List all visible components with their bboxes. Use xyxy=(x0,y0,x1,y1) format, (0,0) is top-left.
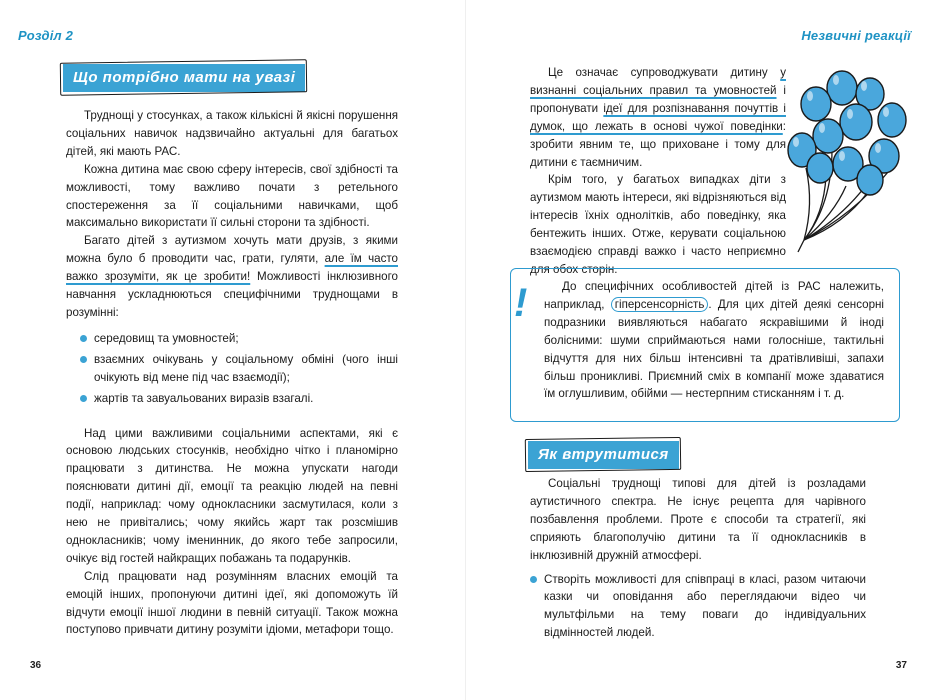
paragraph: Над цими важливими соціальними аспектами, які є основою людських стосунків, необхідно чітко і планомірно працювати з дитинства. Не можна упускати нагоди пояснювати дитині дії, емоції та реакцію людей на певні події, наприклад: чому однокласники засмутилася, коли з нею не привітались; чому якийсь жарт так розсмішив однокласників; чому іменинник, до якого тебе запросили, очікує від гостей найкращих побажань та подарунків. xyxy=(66,426,398,565)
paragraph: Слід працювати над розумінням власних емоцій та емоцій інших, пропонуючи дитині ідеї, які допоможуть їй відчути емоції іншої людини в певній ситуації. Також можна поступово привчати дитину розуміти ідіоми, метафори тощо. xyxy=(66,569,398,637)
bullet-dot-icon xyxy=(80,356,87,363)
paragraph xyxy=(66,232,398,322)
bullet-dot-icon xyxy=(530,576,537,583)
paragraph-text: Можливості інклюзивного навчання ускладнюються специфічними труднощами в розумінні: xyxy=(66,270,398,319)
list-item-text: взаємних очікувань у соціальному обміні (чого інші очікують від мене під час взаємодії); xyxy=(94,352,398,384)
paragraph-text: . Для цих дітей деякі сенсорні подразники виявляються набагато яскравішими й іноді болісними: шуми сприймаються нами голосніше, тактильні відчуття для них більш інтенсивні та дратівливіші, запахи більш проникливі. Приємний сміх в компанії може здаватися їм оглушливим, обійми — нестерпним стисканням і т. д. xyxy=(544,297,884,401)
running-head-left: Розділ 2 xyxy=(18,28,74,43)
list-item xyxy=(80,330,398,348)
callout-text xyxy=(544,278,884,403)
list-item-text: Створіть можливості для співпраці в класі, разом читаючи казки чи оповідання або переглядаючи відео чи мультфільми на тему поваги до індивідуальних відмінностей людей. xyxy=(544,572,866,640)
bullet-dot-icon xyxy=(80,395,87,402)
underlined-highlight: але їм часто важко зрозуміти, як це зробити! xyxy=(66,252,398,284)
right-text-column-top xyxy=(530,64,786,279)
left-page xyxy=(0,0,466,700)
paragraph: Кожна дитина має свою сферу інтересів, свої здібності та можливості, тому важливо почати з ретельного спостереження за її соціальними навичками, щоб максимально використати її сильні сторони та здібності. xyxy=(66,162,398,230)
balloons-illustration xyxy=(784,64,912,254)
underlined-highlight: у визнанні соціальних правил та умовностей xyxy=(530,66,786,97)
section-heading-what-to-keep-in-mind: Що потрібно мати на увазі xyxy=(63,64,305,92)
right-page xyxy=(466,0,933,700)
bullet-list xyxy=(80,330,398,408)
exclamation-mark-icon: ! xyxy=(514,281,528,325)
paragraph-text: До специфічних особливостей дітей із РАС належить, наприклад, xyxy=(544,280,884,311)
list-item xyxy=(80,390,398,408)
page-number-right: 37 xyxy=(895,660,907,671)
list-item-text: жартів та завуальованих виразів взагалі. xyxy=(94,391,314,405)
bullet-list xyxy=(530,571,866,643)
list-item xyxy=(80,351,398,387)
paragraph-text: : зробити явним те, що приховане і тому для дитини є таємничим. xyxy=(530,119,786,169)
paragraph: Труднощі у стосунках, а також кількісні й якісні порушення соціальних навичок надзвичайно актуальні для багатьох дітей, які мають РАС. xyxy=(66,109,398,158)
section-heading-how-to-intervene: Як втрутитися xyxy=(528,441,679,469)
paragraph: Крім того, у багатьох випадках діти з аутизмом мають інтереси, які відрізняються від інтересів їхніх однолітків, або поведінку, яка бентежить інших. Отже, керувати соціальною взаємодією справді важко і часто неприємно для обох сторін. xyxy=(530,173,786,276)
list-item xyxy=(530,571,866,643)
left-text-column xyxy=(66,107,398,639)
paragraph-text: Це означає супроводжувати дитину xyxy=(548,66,781,79)
circled-term: гіперсенсорність xyxy=(611,297,709,312)
page-number-left: 36 xyxy=(30,660,42,671)
right-text-column-bottom xyxy=(530,475,866,645)
paragraph: Соціальні труднощі типові для дітей із розладами аутистичного спектра. Не існує рецепта для чарівного позбавлення проблеми. Проте є способи та стратегії, які сприяють благополучію дитини та її однокласників в інклюзивній дружній атмосфері. xyxy=(530,477,866,562)
bullet-dot-icon xyxy=(80,335,87,342)
paragraph xyxy=(530,64,786,171)
underlined-highlight: ідеї для розпізнавання почуттів і думок, що лежать в основі чужої поведінки xyxy=(530,101,786,133)
paragraph-text: Багато дітей з аутизмом хочуть мати друзів, з якими можна було б проводити час, грати, гуляти, xyxy=(66,234,398,266)
paragraph xyxy=(544,278,884,403)
paragraph-text: і пропонувати xyxy=(530,83,786,115)
list-item-text: середовищ та умовностей; xyxy=(94,331,239,345)
running-head-right: Незвичні реакції xyxy=(801,28,911,43)
